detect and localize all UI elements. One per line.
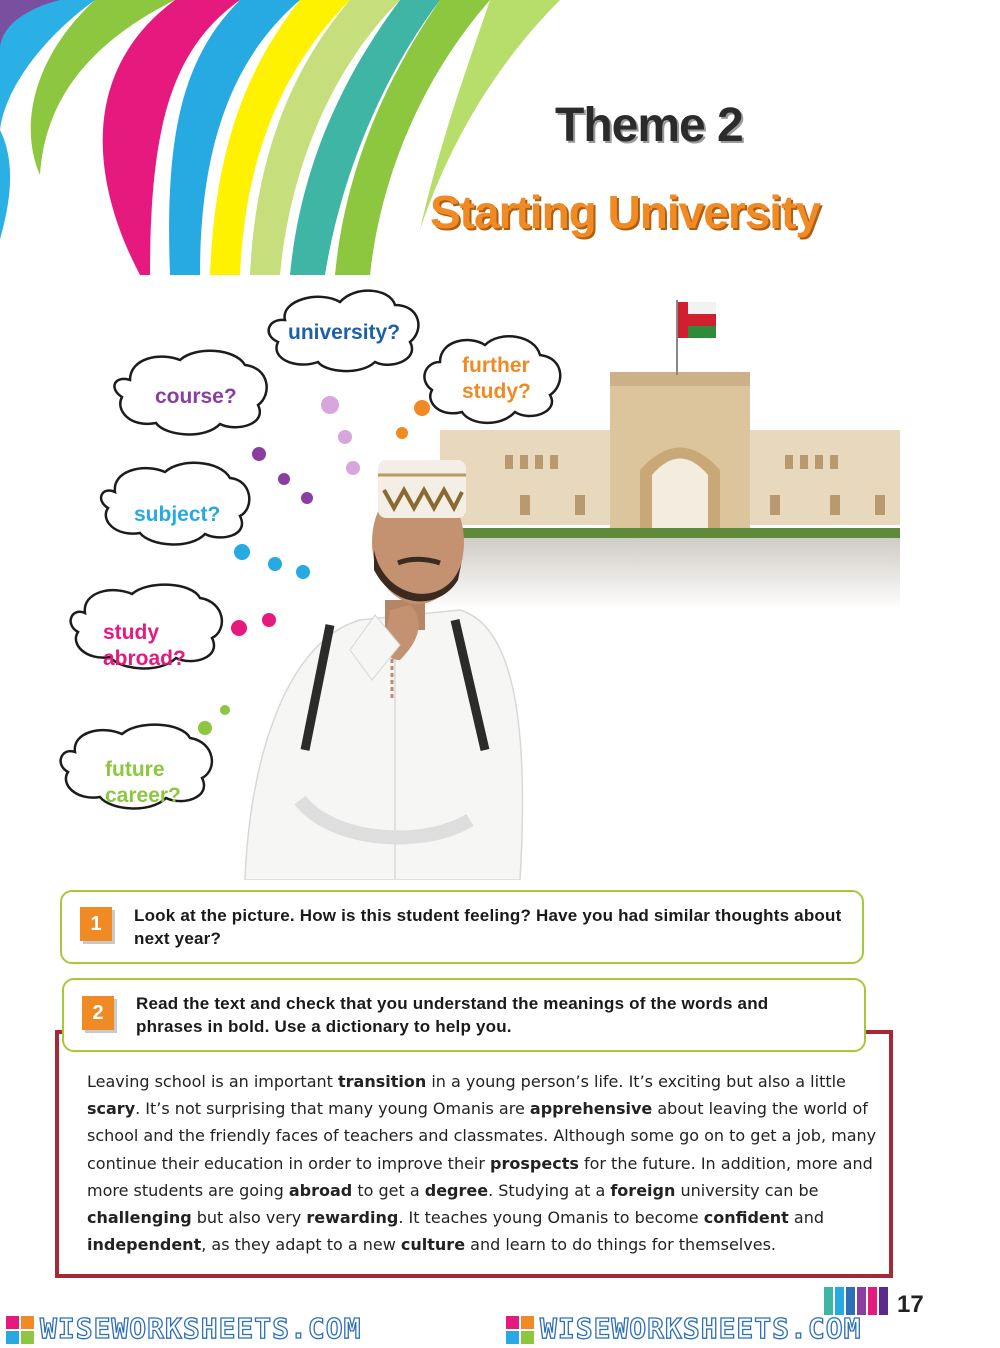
vocabulary-word: foreign	[610, 1180, 676, 1200]
vocabulary-word: apprehensive	[529, 1099, 653, 1119]
theme-label: Theme 2	[555, 99, 743, 152]
passage-text: Leaving school is an important	[87, 1072, 338, 1091]
vocabulary-word: abroad	[288, 1180, 353, 1200]
passage-text: about leaving the world of school and the friendly faces of teachers and classmates. Although some go on to get a job, many continue their education in order to improve their	[87, 1099, 877, 1173]
reading-passage	[87, 1068, 877, 1258]
reading-passage-box	[55, 1030, 893, 1278]
task-number-badge: 1	[80, 907, 112, 941]
watermark-footer	[0, 1306, 1000, 1348]
task-number-badge: 2	[82, 996, 114, 1030]
passage-text: . It’s not surprising that many young Omanis are	[135, 1099, 530, 1119]
watermark-logo-icon	[6, 1316, 34, 1344]
passage-text: and learn to do things for themselves.	[465, 1235, 776, 1255]
watermark-text: WISEWORKSHEETS.COM	[540, 1312, 862, 1345]
passage-text: , as they adapt to a new	[201, 1235, 401, 1255]
passage-text: and	[788, 1208, 824, 1228]
task-2-box	[62, 978, 866, 1052]
passage-text: university can be	[675, 1180, 819, 1200]
vocabulary-word: degree	[424, 1180, 489, 1200]
vocabulary-word: transition	[338, 1072, 427, 1091]
passage-text: . Studying at a	[488, 1180, 611, 1200]
vocabulary-word: challenging	[87, 1208, 192, 1228]
page-title: Starting University	[430, 186, 820, 238]
page-number: 17	[897, 1291, 924, 1318]
watermark-text: WISEWORKSHEETS.COM	[40, 1312, 362, 1345]
vocabulary-word: rewarding	[306, 1208, 399, 1228]
watermark-logo-icon	[506, 1316, 534, 1344]
task-2-instruction: Read the text and check that you understand the meanings of the words and phrases in bold. Use a dictionary to help you.	[136, 994, 769, 1036]
task-1-box	[60, 890, 864, 964]
passage-text: to get a	[352, 1180, 425, 1200]
thought-future-career: future career?	[105, 758, 181, 807]
thought-university: university?	[288, 321, 401, 344]
vocabulary-word: scary	[87, 1099, 136, 1119]
thought-study-abroad: study abroad?	[103, 621, 186, 670]
passage-text: in a young person’s life. It’s exciting but also a little	[426, 1072, 846, 1091]
passage-text: but also very	[191, 1208, 307, 1228]
thought-further-study: further study?	[462, 354, 531, 403]
vocabulary-word: culture	[400, 1235, 466, 1255]
vocabulary-word: independent	[87, 1235, 202, 1255]
vocabulary-word: prospects	[490, 1153, 579, 1173]
passage-text: for the future. In addition, more and more students are going	[87, 1153, 873, 1200]
vocabulary-word: confident	[703, 1208, 789, 1228]
passage-text: . It teaches young Omanis to become	[398, 1208, 704, 1228]
task-1-instruction: Look at the picture. How is this student feeling? Have you had similar thoughts about next year?	[134, 906, 842, 948]
thought-course: course?	[155, 385, 237, 408]
thought-subject: subject?	[134, 503, 221, 526]
